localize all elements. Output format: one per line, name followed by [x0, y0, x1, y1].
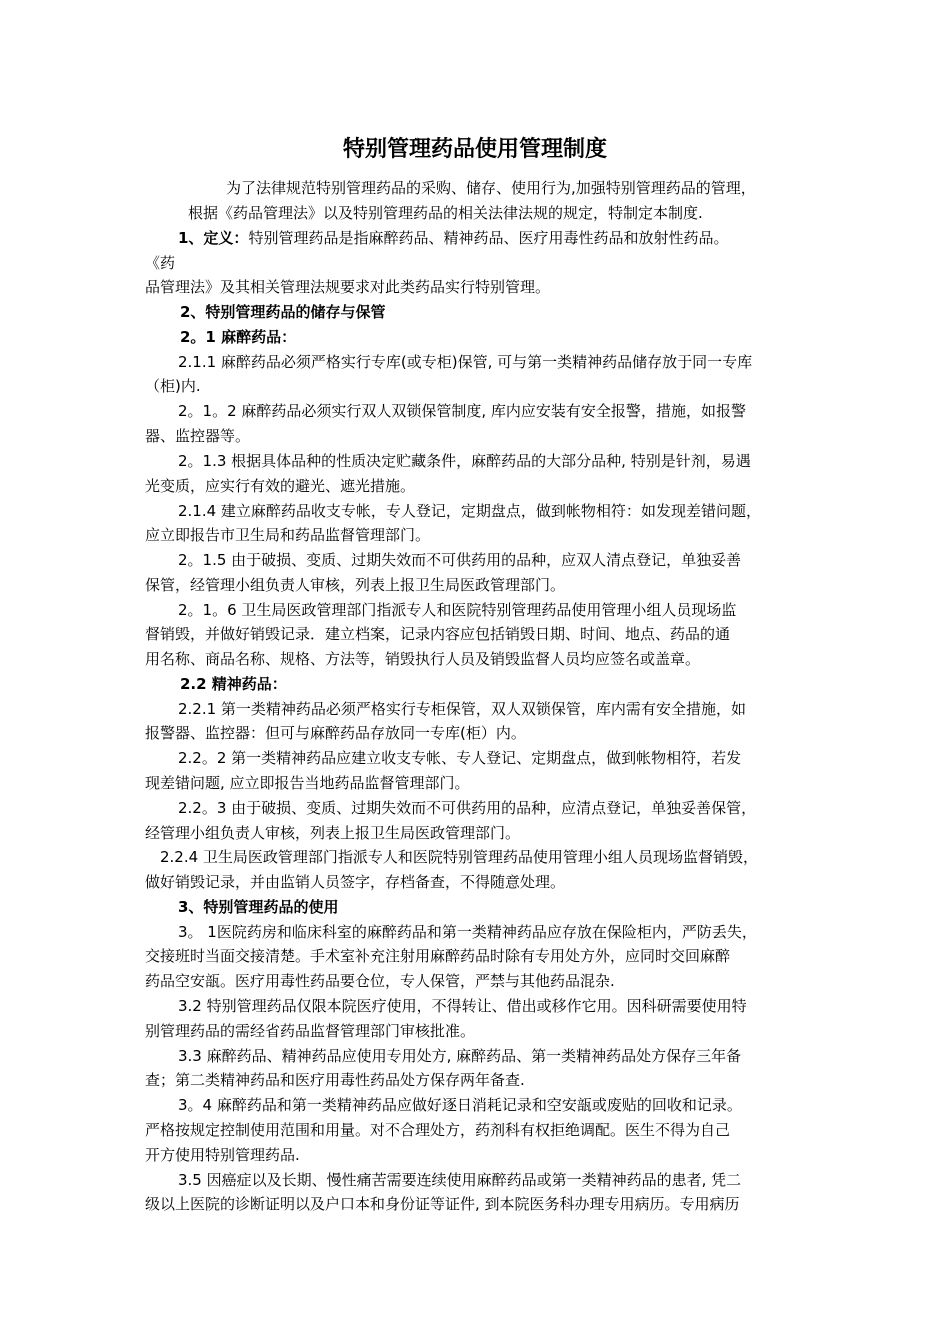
body-line: 3.2 特别管理药品仅限本院医疗使用，不得转让、借出或移作它用。因科研需要使用特 — [178, 997, 747, 1015]
bold-heading-text: 2.2 精神药品： — [180, 675, 287, 693]
body-line: 3.5 因癌症以及长期、慢性痛苦需要连续使用麻醉药品或第一类精神药品的患者, 凭二 — [178, 1171, 742, 1189]
body-line: 现差错问题, 应立即报告当地药品监督管理部门。 — [145, 774, 470, 792]
body-line: 2.1.4 建立麻醉药品收支专帐，专人登记，定期盘点，做到帐物相符：如发现差错问题， — [178, 502, 761, 520]
line-text: 特别管理药品是指麻醉药品、精神药品、医疗用毒性药品和放射性药品。 — [248, 229, 729, 247]
body-line: 光变质，应实行有效的避光、遮光措施。 — [145, 477, 416, 495]
body-line: 2.1.1 麻醉药品必须严格实行专库(或专柜)保管, 可与第一类精神药品储存放于同一专库 — [178, 353, 753, 371]
body-line: 做好销毁记录，并由监销人员签字，存档备查，不得随意处理。 — [145, 873, 566, 891]
body-line — [180, 300, 385, 325]
bold-heading-text: 2。1 麻醉药品： — [180, 328, 297, 346]
body-line: 2。1。6 卫生局医政管理部门指派专人和医院特别管理药品使用管理小组人员现场监 — [178, 601, 737, 619]
body-line: 3。 1医院药房和临床科室的麻醉药品和第一类精神药品应存放在保险柜内，严防丢失， — [178, 923, 757, 941]
body-line: 2。1.5 由于破损、变质、过期失效而不可供药用的品种，应双人清点登记，单独妥善 — [178, 551, 742, 569]
body-line: 2。1.3 根据具体品种的性质决定贮藏条件，麻醉药品的大部分品种, 特别是针剂，易遇 — [178, 452, 751, 470]
body-line: 交接班时当面交接清楚。手术室补充注射用麻醉药品时除有专用处方外，应同时交回麻醉 — [145, 947, 731, 965]
body-line: 查；第二类精神药品和医疗用毒性药品处方保存两年备查. — [145, 1071, 525, 1089]
body-line: 《药 — [145, 254, 176, 272]
body-line: 级以上医院的诊断证明以及户口本和身份证等证件, 到本院医务科办理专用病历。专用病历 — [145, 1195, 740, 1213]
body-line: 根据《药品管理法》以及特别管理药品的相关法律法规的规定，特制定本制度. — [188, 204, 703, 222]
body-line: 别管理药品的需经省药品监督管理部门审核批准。 — [145, 1022, 476, 1040]
body-line: 2.2.1 第一类精神药品必须严格实行专柜保管，双人双锁保管，库内需有安全措施，如 — [178, 700, 746, 718]
body-line: 保管，经管理小组负责人审核，列表上报卫生局医政管理部门。 — [145, 576, 566, 594]
body-line: 经管理小组负责人审核，列表上报卫生局医政管理部门。 — [145, 824, 521, 842]
body-line: 2.2。3 由于破损、变质、过期失效而不可供药用的品种，应清点登记，单独妥善保管， — [178, 799, 757, 817]
body-line — [178, 895, 338, 920]
body-line: 严格按规定控制使用范围和用量。对不合理处方，药剂科有权拒绝调配。医生不得为自己 — [145, 1121, 731, 1139]
body-line: 开方使用特别管理药品. — [145, 1146, 300, 1164]
body-line: 应立即报告市卫生局和药品监督管理部门。 — [145, 526, 431, 544]
body-line: 药品空安瓿。医疗用毒性药品要仓位，专人保管，严禁与其他药品混杂. — [145, 972, 615, 990]
body-line: 报警器、监控器：但可与麻醉药品存放同一专库(柜）内。 — [145, 724, 526, 742]
body-line: 2。1。2 麻醉药品必须实行双人双锁保管制度, 库内应安装有安全报警，措施，如报警 — [178, 402, 746, 420]
bold-heading-text: 2、特别管理药品的储存与保管 — [180, 303, 386, 321]
body-line: 器、监控器等。 — [145, 427, 251, 445]
body-line: （柜)内. — [145, 377, 201, 395]
body-line: 2.2。2 第一类精神药品应建立收支专帐、专人登记、定期盘点，做到帐物相符，若发 — [178, 749, 742, 767]
bold-heading-text: 1、定义： — [178, 229, 249, 247]
body-line: 为了法律规范特别管理药品的采购、储存、使用行为,加强特别管理药品的管理， — [226, 179, 756, 197]
document-title: 特别管理药品使用管理制度 — [342, 137, 607, 162]
body-line: 品管理法》及其相关管理法规要求对此类药品实行特别管理。 — [145, 278, 551, 296]
body-line: 2.2.4 卫生局医政管理部门指派专人和医院特别管理药品使用管理小组人员现场监督销毁， — [160, 848, 758, 866]
body-line: 督销毁，并做好销毁记录．建立档案，记录内容应包括销毁日期、时间、地点、药品的通 — [145, 625, 731, 643]
body-line: 用名称、商品名称、规格、方法等，销毁执行人员及销毁监督人员均应签名或盖章。 — [145, 650, 701, 668]
body-line — [180, 672, 287, 697]
bold-heading-text: 3、特别管理药品的使用 — [178, 898, 339, 916]
body-line: 3。4 麻醉药品和第一类精神药品应做好逐日消耗记录和空安瓿或废贴的回收和记录。 — [178, 1096, 742, 1114]
body-line — [178, 226, 728, 251]
body-line — [180, 325, 296, 350]
body-line: 3.3 麻醉药品、精神药品应使用专用处方, 麻醉药品、第一类精神药品处方保存三年备 — [178, 1047, 742, 1065]
